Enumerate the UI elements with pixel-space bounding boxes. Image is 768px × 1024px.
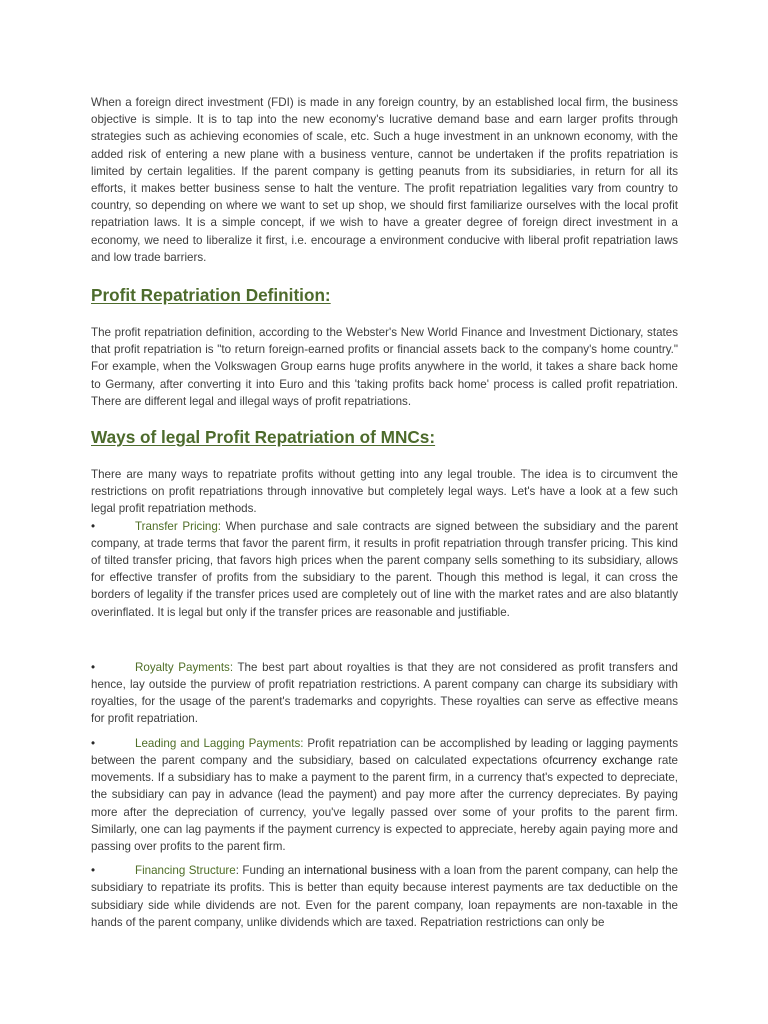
financing-structure-colon: : xyxy=(235,864,239,878)
ways-heading: Ways of legal Profit Repatriation of MNCs: xyxy=(91,427,436,448)
leading-lagging-term: Leading and Lagging Payments: xyxy=(135,736,304,750)
bullet-royalty-payments xyxy=(91,659,678,728)
leading-lagging-text-after: rate movements. If a subsidiary has to make a payment to the parent firm, in a currency that's expected to depreciate, the subsidiary can pay in advance (lead the payment) and pay more after the currency depreciates. By paying more after the depreciation of currency, you've legally passed over some of your profits to the parent firm. Similarly, one can lag payments if the payment currency is expected to appreciate, hereby again paying more and passing over profits to the parent firm. xyxy=(91,753,678,853)
bullet-symbol: • xyxy=(91,519,96,533)
leading-lagging-text-before: Profit repatriation can be accomplished by leading or lagging payments between the parent company and the subsidiary, based on calculated expectations of xyxy=(91,736,678,767)
financing-structure-text-before: Funding an xyxy=(238,864,305,878)
financing-structure-term: Financing Structure xyxy=(135,864,236,878)
ways-intro-paragraph: There are many ways to repatriate profits without getting into any legal trouble. The idea is to circumvent the restrictions on profit repatriations through innovative but completely legal ways. Let's have a look at a few such legal profit repatriation methods. xyxy=(91,468,678,516)
intro-paragraph: When a foreign direct investment (FDI) is made in any foreign country, by an established local firm, the business objective is simple. It is to tap into the new economy's lucrative demand base and earn larger profits through strategies such as achieving economies of scale, etc. Such a huge investment in an unknown economy, with the added risk of entering a new plane with a business venture, cannot be undertaken if the profits repatriation is limited by certain legalities. If the parent company is getting peanuts from its subsidiaries, in return for all its efforts, it makes better business sense to halt the venture. The profit repatriation legalities vary from country to country, so depending on where we want to set up shop, we should first familiarize ourselves with the local profit repatriation laws. It is a simple concept, if we wish to have a greater degree of foreign direct investment in a economy, we need to liberalize it first, i.e. encourage a environment conducive with liberal profit repatriation laws and low trade barriers. xyxy=(91,96,678,264)
definition-paragraph: The profit repatriation definition, according to the Webster's New World Finance and Investment Dictionary, states that profit repatriation is "to return foreign-earned profits or financial assets back to the company's home country." For example, when the Volkswagen Group earns huge profits anywhere in the world, it takes a share back home to Germany, after converting it into Euro and this 'taking profits back home' process is called profit repatriation. There are different legal and illegal ways of profit repatriations. xyxy=(91,326,678,408)
royalty-payments-term: Royalty Payments: xyxy=(135,660,234,674)
transfer-pricing-text: When purchase and sale contracts are signed between the subsidiary and the parent company, at trade terms that favor the parent firm, it results in profit repatriation through transfer pricing. This kind of tilted transfer pricing, that favors high prices when the parent company sells something to its subsidiary, allows for effective transfer of profits from the subsidiary to the parent. Though this method is legal, it can cross the borders of legality if the transfer prices used are completely out of line with the market rates and are also blatantly overinflated. It is legal but only if the transfer prices are reasonable and justifiable. xyxy=(91,519,678,619)
bullet-leading-lagging xyxy=(91,735,678,855)
bullet-symbol: • xyxy=(91,864,96,878)
bullet-financing-structure xyxy=(91,862,678,931)
bullet-transfer-pricing xyxy=(91,518,678,621)
royalty-payments-text: The best part about royalties is that they are not considered as profit transfers and hence, lay outside the purview of profit repatriation restrictions. A parent company can charge its subsidiary with royalties, for the usage of the parent's trademarks and copyrights. These royalties can serve as effective means for profit repatriation. xyxy=(91,660,678,726)
definition-heading: Profit Repatriation Definition: xyxy=(91,285,331,306)
document-page xyxy=(91,94,678,931)
financing-structure-text-after: with a loan from the parent company, can help the subsidiary to repatriate its profits. This is better than equity because interest payments are tax deductible on the subsidiary side while dividends are not. Even for the parent company, loan repayments are non-taxable in the hands of the parent company, unlike dividends which are taxed. Repatriation restrictions can only be xyxy=(91,864,678,929)
bullet-symbol: • xyxy=(91,736,96,750)
international-business-link[interactable]: international business xyxy=(304,864,417,878)
transfer-pricing-term: Transfer Pricing: xyxy=(135,519,222,533)
bullet-symbol: • xyxy=(91,660,96,674)
currency-exchange-link[interactable]: currency exchange xyxy=(552,753,653,767)
